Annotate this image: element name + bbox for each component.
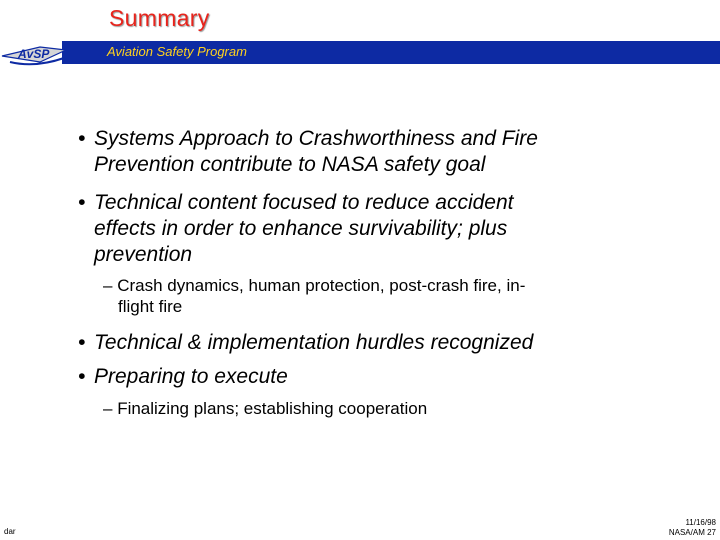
logo-text: AvSP [18, 47, 50, 61]
sub-bullet-2-line-1: Crash dynamics, human protection, post-crash fire, in- [117, 276, 526, 295]
bullet-1 [78, 126, 678, 178]
sub-bullet-dash: – [103, 276, 118, 295]
bullet-marker: • [78, 331, 86, 354]
bullet-marker: • [78, 127, 86, 150]
sub-bullet-4 [103, 398, 663, 419]
footer-date: 11/16/98 [685, 518, 716, 527]
slide-title: Summary [109, 5, 210, 31]
bullet-2 [78, 190, 678, 268]
bullet-2-line-3: prevention [94, 243, 193, 266]
bullet-2-line-2: effects in order to enhance survivability; plus [94, 217, 508, 240]
bullet-3 [78, 330, 678, 356]
sub-bullet-dash: – [103, 399, 118, 418]
program-name: Aviation Safety Program [107, 44, 247, 59]
sub-bullet-2-line-2: flight fire [118, 297, 183, 316]
sub-bullet-4-line-1: Finalizing plans; establishing cooperation [117, 399, 428, 418]
bullet-1-line-1: Systems Approach to Crashworthiness and Fire [94, 127, 538, 150]
bullet-4 [78, 364, 678, 390]
bullet-marker: • [78, 365, 86, 388]
bullet-4-line-1: Preparing to execute [94, 365, 288, 388]
bullet-3-line-1: Technical & implementation hurdles recognized [94, 331, 534, 354]
sub-bullet-2 [103, 275, 663, 317]
program-banner [62, 41, 720, 64]
footer-page: NASA/AM 27 [668, 528, 716, 537]
footer-author: dar [4, 527, 16, 536]
bullet-2-line-1: Technical content focused to reduce accident [94, 191, 514, 214]
footer-info [669, 518, 716, 538]
avsp-logo [0, 38, 70, 72]
bullet-1-line-2: Prevention contribute to NASA safety goal [94, 153, 486, 176]
bullet-marker: • [78, 191, 86, 214]
